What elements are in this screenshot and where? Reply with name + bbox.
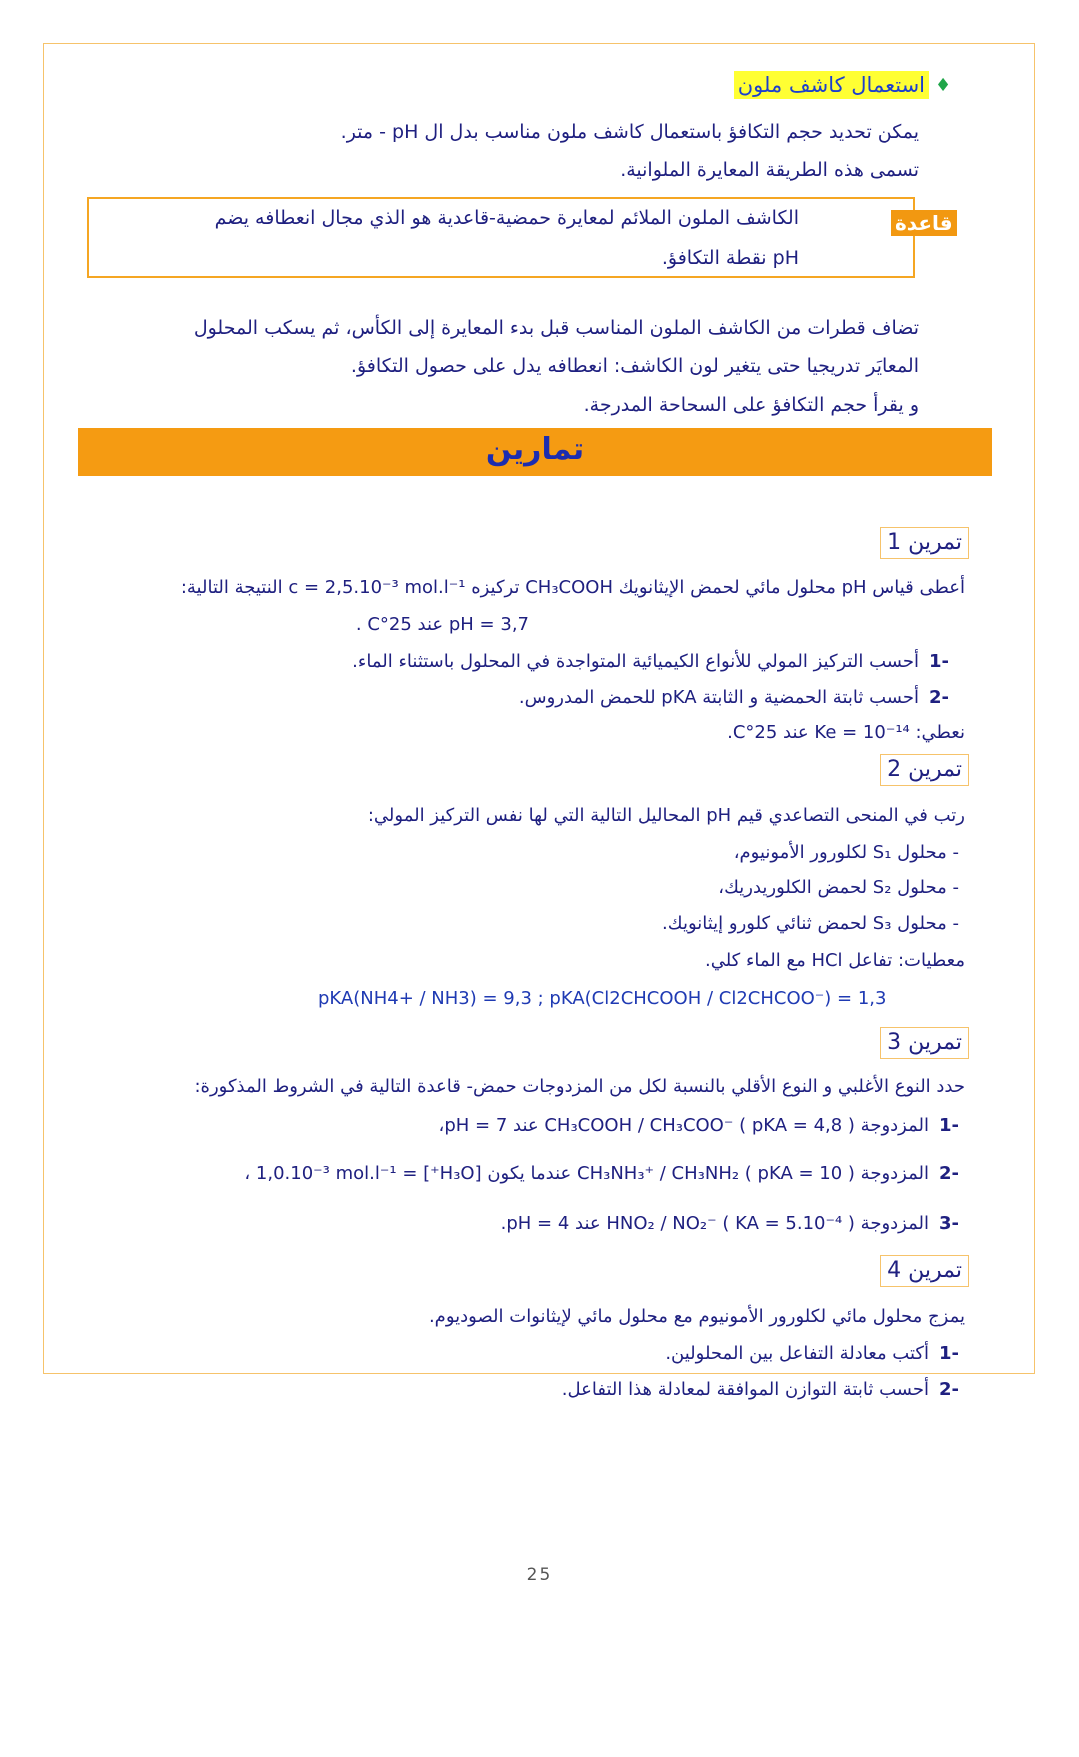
rule-badge: قاعدة (891, 210, 957, 236)
exercise-4-question-2 (562, 1378, 959, 1402)
paragraph-2: تسمى هذه الطريقة المعايرة الملوانية. (620, 159, 919, 181)
exercise-3-question-1 (439, 1114, 959, 1138)
exercise-1-tag: تمرين 1 (880, 527, 969, 559)
question-number: -1 (938, 1343, 959, 1364)
question-text: أحسب التركيز المولي للأنواع الكيميائية المتواجدة في المحلول باستثناء الماء. (352, 651, 919, 672)
exercise-3-tag: تمرين 3 (880, 1027, 969, 1059)
exercise-2-tag: تمرين 2 (880, 754, 969, 786)
exercise-1-line-1: أعطى قياس pH محلول مائي لحمض الإيثانويك CH₃COOH تركيزه c = 2,5.10⁻³ mol.l⁻¹ النتيجة التالية: (180, 577, 965, 598)
paragraph-3: تضاف قطرات من الكاشف الملون المناسب قبل بدء المعايرة إلى الكأس، ثم يسكب المحلول (193, 317, 919, 339)
bullet-icon: ♦ (935, 75, 952, 96)
question-number: -2 (938, 1163, 959, 1184)
exercise-1-given: نعطي: Ke = 10⁻¹⁴ عند 25°C. (727, 722, 965, 743)
question-text: المزدوجة HNO₂ / NO₂⁻ ( KA = 5.10⁻⁴ ) عند pH = 4. (500, 1213, 929, 1234)
exercise-2-item-2: - محلول S₂ لحمض الكلوريدريك، (718, 877, 959, 898)
question-text: أحسب ثابتة التوازن الموافقة لمعادلة هذا التفاعل. (561, 1379, 929, 1400)
exercises-banner (78, 428, 992, 476)
question-number: -2 (928, 687, 949, 708)
exercise-2-item-1: - محلول S₁ لكلورور الأمونيوم، (733, 842, 959, 863)
question-number: -1 (938, 1115, 959, 1136)
paragraph-4: المعايَر تدريجيا حتى يتغير لون الكاشف: انعطافه يدل على حصول التكافؤ. (350, 355, 919, 377)
exercise-3-question-3 (501, 1212, 959, 1236)
exercise-2-line-1: رتب في المنحى التصاعدي قيم pH المحاليل التالية التي لها نفس التركيز المولي: (367, 805, 965, 826)
question-text: أكتب معادلة التفاعل بين المحلولين. (665, 1343, 929, 1364)
paragraph-1: يمكن تحديد حجم التكافؤ باستعمال كاشف ملون مناسب بدل ال pH - متر. (340, 121, 919, 143)
exercise-4-tag: تمرين 4 (880, 1255, 969, 1287)
exercise-1-question-1 (352, 650, 949, 674)
exercise-3-line-1: حدد النوع الأغلبي و النوع الأقلي بالنسبة لكل من المزدوجات حمض- قاعدة التالية في الشروط المذكورة: (194, 1076, 965, 1097)
exercise-2-item-3: - محلول S₃ لحمض ثنائي كلورو إيثانويك. (662, 913, 959, 934)
question-text: أحسب ثابتة الحمضية و الثابتة pKA للحمض المدروس. (518, 687, 919, 708)
exercise-4-question-1 (665, 1342, 959, 1366)
rule-line-1: الكاشف الملون الملائم لمعايرة حمضية-قاعدية هو الذي مجال انعطافه يضم (214, 207, 799, 229)
question-number: -2 (938, 1379, 959, 1400)
question-number: -1 (928, 651, 949, 672)
question-text: المزدوجة CH₃COOH / CH₃COO⁻ ( pKA = 4,8 ) عند pH = 7، (438, 1115, 929, 1136)
exercise-1-line-2: pH = 3,7 عند 25°C . (355, 614, 529, 635)
exercise-4-line-1: يمزج محلول مائي لكلورور الأمونيوم مع محلول مائي لإيثانوات الصوديوم. (428, 1306, 965, 1327)
exercise-1-question-2 (519, 686, 949, 710)
exercise-2-formula: pKA(NH4+ / NH3) = 9,3 ; pKA(Cl2CHCOOH / Cl2CHCOO⁻) = 1,3 (318, 988, 887, 1009)
question-text: المزدوجة CH₃NH₃⁺ / CH₃NH₂ ( pKA = 10 ) عندما يكون [H₃O⁺] = 1,0.10⁻³ mol.l⁻¹ ، (244, 1163, 929, 1184)
exercise-3-question-2 (244, 1162, 959, 1186)
exercise-2-given: معطيات: تفاعل HCl مع الماء كلي. (704, 950, 965, 971)
rule-line-2: pH نقطة التكافؤ. (661, 247, 799, 269)
section-heading: استعمال كاشف ملون (734, 71, 929, 99)
question-number: -3 (938, 1213, 959, 1234)
page-number: 25 (526, 1565, 553, 1585)
paragraph-5: و يقرأ حجم التكافؤ على السحاحة المدرجة. (583, 394, 919, 416)
exercises-title: تمارين (485, 432, 585, 467)
